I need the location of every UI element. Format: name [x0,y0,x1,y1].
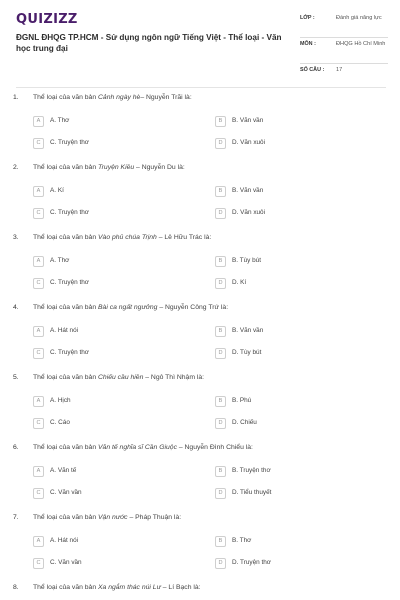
question-item [0,162,400,232]
question-text [33,94,192,101]
answer-option[interactable] [33,116,191,127]
question-prefix: Thể loại của văn bản [33,514,98,521]
question-prefix: Thể loại của văn bản [33,234,98,241]
question-number: 5. [13,374,19,381]
option-letter-box: D [215,488,226,499]
meta-socau-value: 17 [336,67,343,73]
quizizz-logo: QUIZIZZ [16,12,78,27]
option-text: A. Hát nói [50,537,79,544]
question-suffix: – Nguyễn Du là: [134,164,185,171]
option-text: A. Văn tế [50,467,77,474]
answer-option[interactable] [215,116,373,127]
option-text: C. Truyện thơ [50,279,89,286]
question-text [33,164,185,171]
answer-option[interactable] [215,558,373,569]
meta-socau-label: SỐ CÂU : [300,67,325,73]
meta-row-mon [300,38,388,64]
answer-option[interactable] [215,278,373,289]
option-letter-box: C [33,278,44,289]
question-item [0,372,400,442]
question-number: 3. [13,234,19,241]
question-work-title: Vào phủ chúa Trịnh [98,234,157,241]
meta-mon-label: MÔN : [300,41,316,47]
answer-option[interactable] [215,418,373,429]
option-letter-box: C [33,348,44,359]
option-text: C. Cáo [50,419,70,426]
option-letter-box: B [215,186,226,197]
option-letter-box: B [215,326,226,337]
answer-option[interactable] [33,208,191,219]
answer-option[interactable] [33,326,191,337]
option-letter-box: A [33,256,44,267]
answer-option[interactable] [33,186,191,197]
option-text: A. Hịch [50,397,71,404]
option-letter-box: C [33,208,44,219]
question-number: 8. [13,584,19,591]
option-letter-box: D [215,208,226,219]
worksheet-title: ĐGNL ĐHQG TP.HCM - Sử dụng ngôn ngữ Tiếng Việt - Thể loại - Văn học trung đại [16,33,282,53]
question-prefix: Thể loại của văn bản [33,304,98,311]
answer-option[interactable] [33,536,191,547]
option-letter-box: C [33,138,44,149]
option-text: D. Tùy bút [232,349,262,356]
question-text [33,584,201,591]
option-text: C. Văn vần [50,559,82,566]
answer-option[interactable] [215,396,373,407]
option-letter-box: D [215,558,226,569]
meta-row-socau [300,64,388,80]
question-suffix: – Ngô Thì Nhậm là: [143,374,205,381]
option-text: B. Phú [232,397,252,404]
answer-option[interactable] [33,396,191,407]
answer-option[interactable] [215,256,373,267]
option-text: C. Văn vần [50,489,82,496]
option-letter-box: A [33,466,44,477]
header-divider [16,87,386,88]
option-text: B. Tùy bút [232,257,262,264]
option-text: C. Truyện thơ [50,139,89,146]
question-text [33,374,204,381]
option-letter-box: B [215,116,226,127]
option-letter-box: A [33,396,44,407]
option-letter-box: D [215,348,226,359]
question-item [0,92,400,162]
answer-option[interactable] [215,488,373,499]
answer-option[interactable] [215,186,373,197]
option-text: C. Truyện thơ [50,349,89,356]
answer-option[interactable] [33,418,191,429]
option-text: D. Truyện thơ [232,559,271,566]
question-prefix: Thể loại của văn bản [33,374,98,381]
option-letter-box: C [33,418,44,429]
question-text [33,514,181,521]
question-number: 6. [13,444,19,451]
question-item [0,582,400,600]
option-text: B. Truyện thơ [232,467,271,474]
option-letter-box: B [215,256,226,267]
question-work-title: Cảnh ngày hè [98,94,141,101]
question-suffix: – Nguyễn Công Trứ là: [157,304,229,311]
question-prefix: Thể loại của văn bản [33,584,98,591]
question-number: 2. [13,164,19,171]
option-text: A. Hát nói [50,327,79,334]
answer-option[interactable] [215,138,373,149]
option-text: B. Văn vần [232,327,264,334]
question-work-title: Vận nước [98,514,128,521]
question-item [0,442,400,512]
option-letter-box: B [215,536,226,547]
question-text [33,234,211,241]
question-suffix: – Nguyễn Đình Chiểu là: [176,444,253,451]
answer-option[interactable] [33,138,191,149]
question-item [0,512,400,582]
question-prefix: Thể loại của văn bản [33,444,98,451]
option-letter-box: A [33,186,44,197]
question-number: 7. [13,514,19,521]
option-text: D. Chiếu [232,419,257,426]
question-text [33,304,228,311]
option-text: C. Truyện thơ [50,209,89,216]
option-letter-box: A [33,536,44,547]
question-item [0,302,400,372]
question-text [33,444,253,451]
option-text: B. Thơ [232,537,252,544]
question-work-title: Văn tế nghĩa sĩ Cần Giuộc [98,444,177,451]
answer-option[interactable] [33,558,191,569]
question-suffix: – Lê Hữu Trác là: [156,234,212,241]
option-text: D. Văn xuôi [232,139,266,146]
question-prefix: Thể loại của văn bản [33,94,98,101]
answer-option[interactable] [215,326,373,337]
option-letter-box: A [33,326,44,337]
meta-lop-label: LỚP : [300,15,315,21]
option-letter-box: C [33,558,44,569]
question-suffix: – Lí Bạch là: [160,584,201,591]
option-text: D. Văn xuôi [232,209,266,216]
option-letter-box: B [215,466,226,477]
question-work-title: Bài ca ngất ngưởng [98,304,158,311]
option-letter-box: A [33,116,44,127]
option-text: A. Thơ [50,117,70,124]
worksheet-header [0,0,400,84]
meta-lop-value: Đánh giá năng lực [336,15,382,21]
option-letter-box: D [215,138,226,149]
question-suffix: – Pháp Thuận là: [127,514,182,521]
answer-option[interactable] [33,256,191,267]
answer-option[interactable] [33,348,191,359]
meta-row-lop [300,12,388,38]
answer-option[interactable] [215,348,373,359]
option-text: D. Tiểu thuyết [232,489,272,496]
question-suffix: – Nguyễn Trãi là: [140,94,192,101]
answer-option[interactable] [215,208,373,219]
question-number: 4. [13,304,19,311]
option-text: B. Văn vần [232,117,264,124]
option-text: A. Kí [50,187,64,194]
question-number: 1. [13,94,19,101]
answer-option[interactable] [215,466,373,477]
option-text: D. Kí [232,279,247,286]
answer-option[interactable] [33,278,191,289]
option-text: A. Thơ [50,257,70,264]
worksheet-meta [300,12,388,80]
option-letter-box: B [215,396,226,407]
option-letter-box: D [215,278,226,289]
answer-option[interactable] [33,466,191,477]
answer-option[interactable] [33,488,191,499]
question-work-title: Truyện Kiều [98,164,135,171]
option-letter-box: C [33,488,44,499]
answer-option[interactable] [215,536,373,547]
question-work-title: Chiếu cầu hiền [98,374,144,381]
question-work-title: Xa ngắm thác núi Lư [98,584,161,591]
question-item [0,232,400,302]
option-text: B. Văn vần [232,187,264,194]
meta-mon-value: ĐHQG Hồ Chí Minh [336,41,386,47]
option-letter-box: D [215,418,226,429]
question-prefix: Thể loại của văn bản [33,164,98,171]
